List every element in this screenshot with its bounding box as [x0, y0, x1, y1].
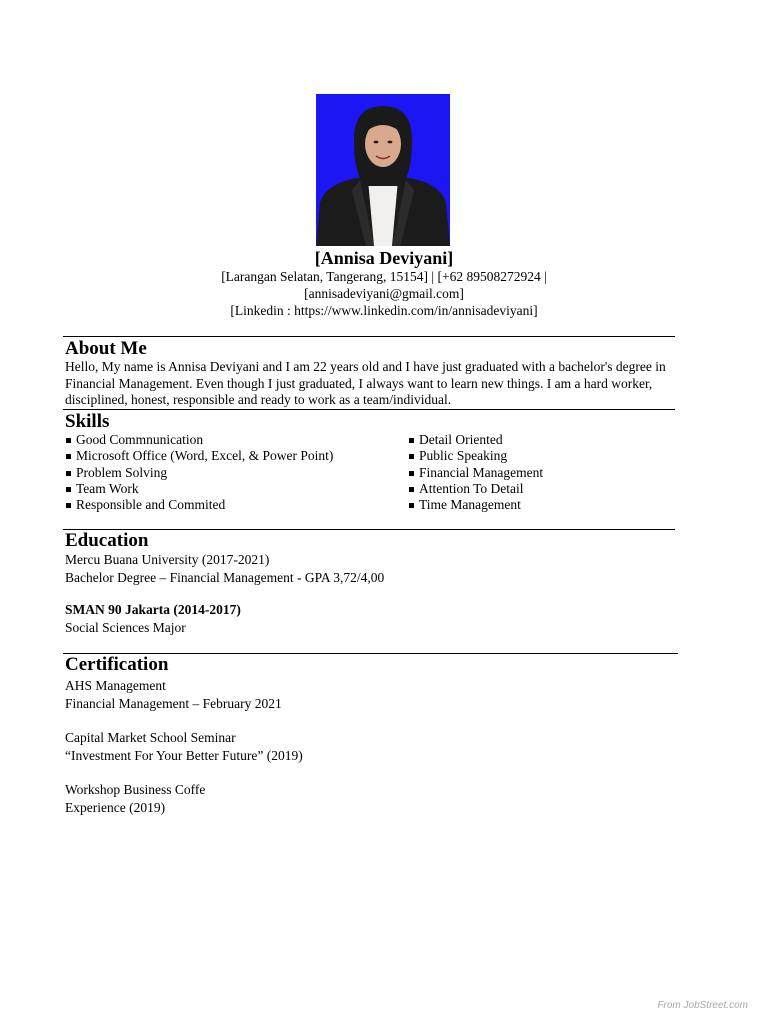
education-school2-name: SMAN 90 Jakarta (2014-2017)	[65, 602, 241, 617]
education-school1-degree: Bachelor Degree – Financial Management - GPA 3,72/4,00	[65, 570, 385, 585]
about-heading: About Me	[65, 338, 147, 359]
skill-item: Problem Solving	[65, 465, 333, 481]
section-divider	[63, 529, 675, 530]
contact-address-phone: [Larangan Selatan, Tangerang, 15154] | [+62 89508272924 |	[221, 269, 547, 284]
skills-list-right	[408, 432, 543, 513]
skill-item: Detail Oriented	[408, 432, 543, 448]
skill-item: Time Management	[408, 497, 543, 513]
certification-2-title: Capital Market School Seminar	[65, 730, 236, 745]
certification-3-detail: Experience (2019)	[65, 800, 166, 815]
skill-item: Responsible and Commited	[65, 497, 333, 513]
certification-1-detail: Financial Management – February 2021	[65, 696, 282, 711]
skills-list-left	[65, 432, 333, 513]
education-school2-major: Social Sciences Major	[65, 620, 186, 635]
skill-item: Good Commnunication	[65, 432, 333, 448]
certification-3-title: Workshop Business Coffe	[65, 782, 206, 797]
contact-email: [annisadeviyani@gmail.com]	[304, 286, 464, 301]
candidate-name: [Annisa Deviyani]	[314, 248, 454, 268]
profile-photo	[316, 94, 450, 246]
education-school1-name: Mercu Buana University (2017-2021)	[65, 552, 270, 567]
skill-item: Microsoft Office (Word, Excel, & Power Point)	[65, 448, 333, 464]
section-divider	[63, 409, 675, 410]
contact-linkedin: [Linkedin : https://www.linkedin.com/in/annisadeviyani]	[230, 303, 538, 318]
certification-2-detail: “Investment For Your Better Future” (2019)	[65, 748, 303, 763]
section-divider	[63, 336, 675, 337]
source-watermark: From JobStreet.com	[657, 1000, 748, 1011]
education-heading: Education	[65, 530, 149, 551]
skill-item: Public Speaking	[408, 448, 543, 464]
skill-item: Attention To Detail	[408, 481, 543, 497]
skill-item: Financial Management	[408, 465, 543, 481]
skill-item: Team Work	[65, 481, 333, 497]
about-text: Hello, My name is Annisa Deviyani and I am 22 years old and I have just graduated with a bachelor's degree in Financial Management. Even though I just graduated, I always want to learn new things. I am a hard worker, disciplined, honest, responsible and ready to work as a team/individual.	[65, 359, 666, 407]
certification-1-title: AHS Management	[65, 678, 166, 693]
certification-heading: Certification	[65, 654, 169, 675]
skills-heading: Skills	[65, 411, 110, 432]
